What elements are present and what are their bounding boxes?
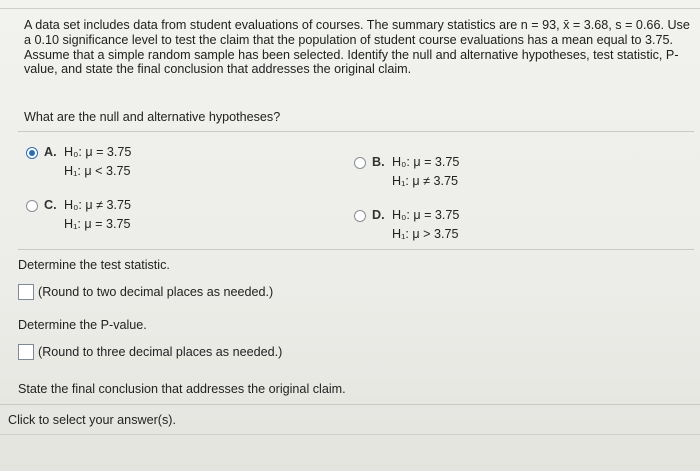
option-c[interactable] <box>26 198 131 234</box>
test-statistic-input[interactable] <box>18 284 34 300</box>
option-a-letter: A. <box>44 145 57 159</box>
hypotheses-prompt: What are the null and alternative hypotheses? <box>24 110 281 124</box>
question-text: A data set includes data from student evaluations of courses. The summary statistics are n = 93, x̄ = 3.68, s = 0.66. Use a 0.10 significance level to test the claim that the population of student course evaluations has a mean equal to 3.75. Assume that a simple random sample has been selected. Identify the null and alternative hypotheses, test statistic, P-value, and state the final conclusion that addresses the original claim. <box>24 18 690 77</box>
option-d-radio[interactable] <box>354 210 366 222</box>
option-b-h0: H₀: μ = 3.75 <box>392 155 460 169</box>
test-statistic-instruction: (Round to two decimal places as needed.) <box>38 285 274 299</box>
conclusion-label: State the final conclusion that addresses the original claim. <box>18 382 346 396</box>
option-d-letter: D. <box>372 208 385 222</box>
p-value-label: Determine the P-value. <box>18 318 147 332</box>
top-divider <box>0 8 700 9</box>
option-c-h0: H₀: μ ≠ 3.75 <box>64 198 131 212</box>
option-a-radio[interactable] <box>26 147 38 159</box>
option-a-h0: H₀: μ = 3.75 <box>64 145 132 159</box>
p-value-instruction: (Round to three decimal places as needed.) <box>38 345 283 359</box>
option-a-h1: H₁: μ < 3.75 <box>64 164 131 178</box>
option-b-radio[interactable] <box>354 157 366 169</box>
option-d-h0: H₀: μ = 3.75 <box>392 208 460 222</box>
test-statistic-row <box>18 284 273 300</box>
footer-instruction: Click to select your answer(s). <box>8 413 176 427</box>
option-b-h1: H₁: μ ≠ 3.75 <box>392 174 459 188</box>
option-b[interactable] <box>354 155 459 191</box>
conclusion-divider <box>0 404 700 405</box>
p-value-input[interactable] <box>18 344 34 360</box>
option-c-letter: C. <box>44 198 57 212</box>
test-statistic-label: Determine the test statistic. <box>18 258 170 272</box>
p-value-row <box>18 344 282 360</box>
option-b-letter: B. <box>372 155 385 169</box>
option-a[interactable] <box>26 145 131 181</box>
option-d-h1: H₁: μ > 3.75 <box>392 227 459 241</box>
option-d[interactable] <box>354 208 459 244</box>
option-c-radio[interactable] <box>26 200 38 212</box>
footer-divider <box>0 434 700 435</box>
option-c-h1: H₁: μ = 3.75 <box>64 217 131 231</box>
prompt-divider <box>18 131 694 132</box>
options-divider <box>18 249 694 250</box>
